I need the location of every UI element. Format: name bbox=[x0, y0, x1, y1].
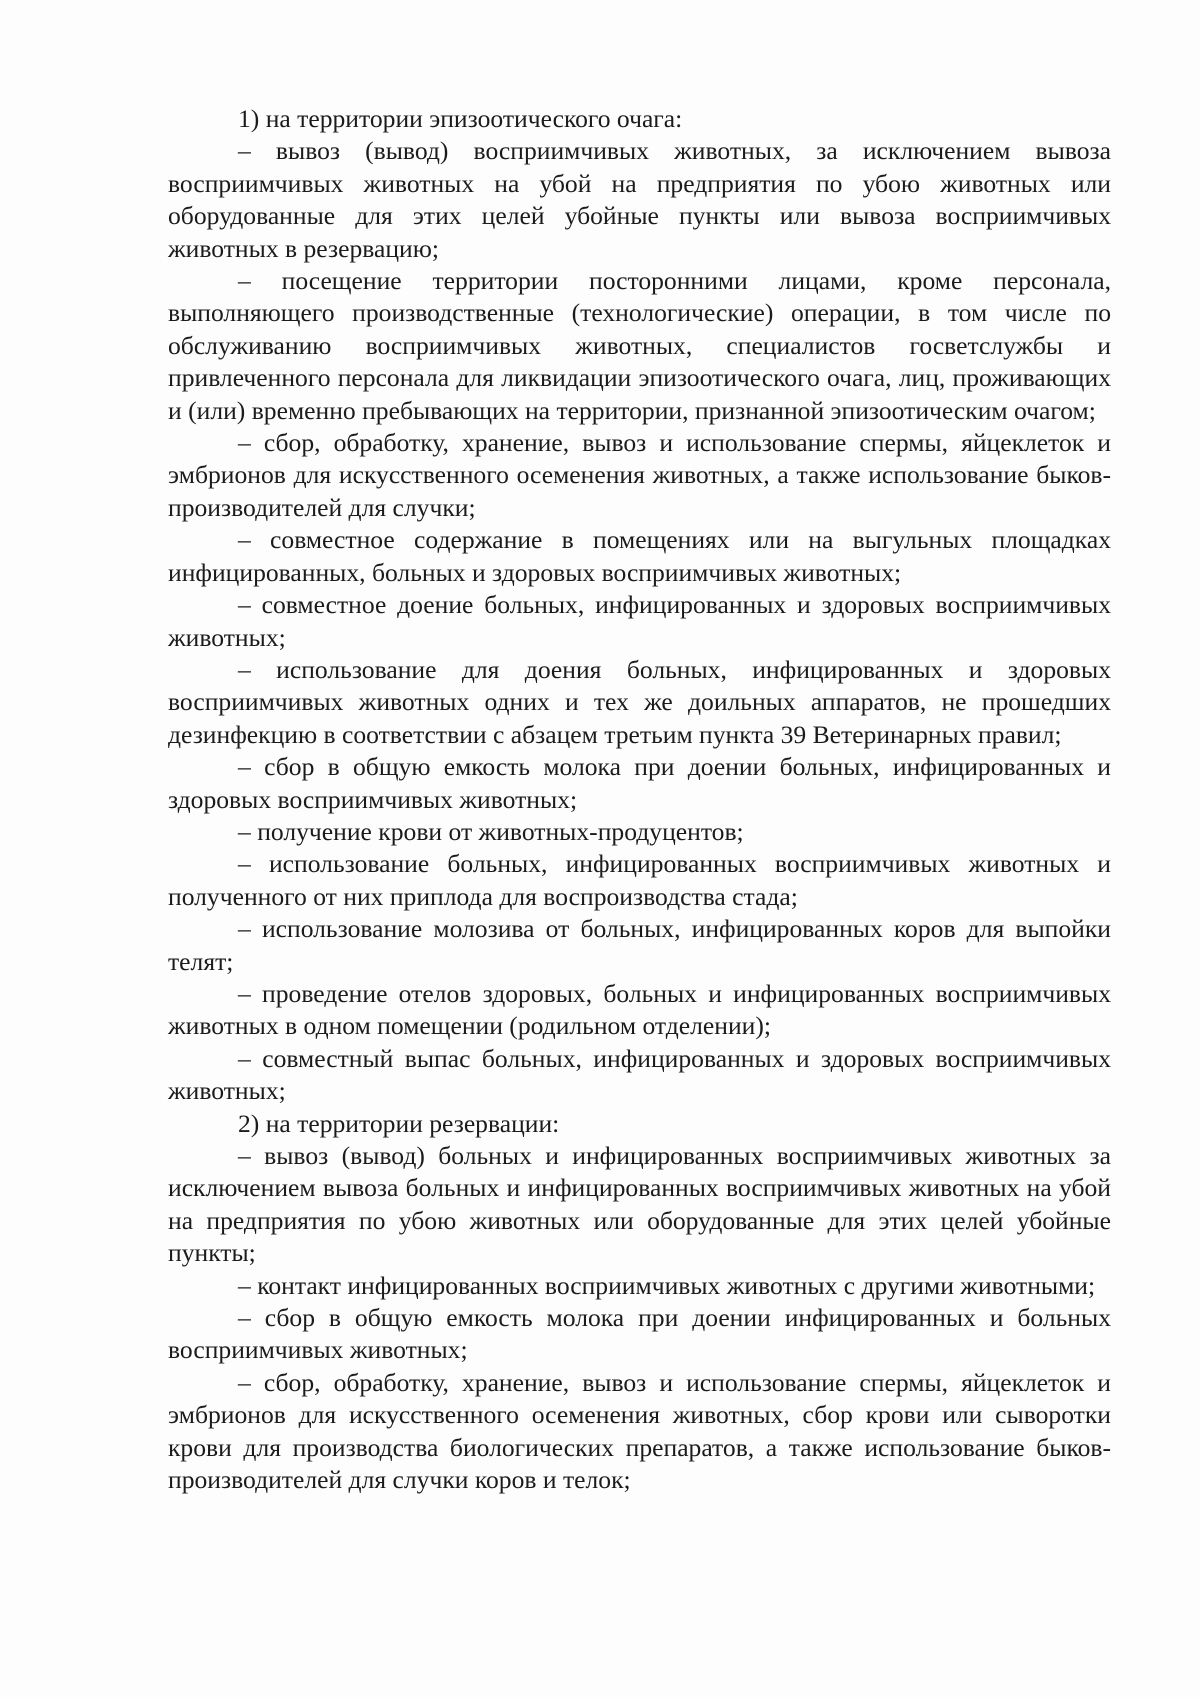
paragraph-item-13: – совместный выпас больных, инфицированных и здоровых восприимчивых животных; bbox=[168, 1043, 1111, 1106]
paragraph-item-9: – получение крови от животных-продуцентов; bbox=[238, 816, 744, 846]
paragraph-item-12: – проведение отелов здоровых, больных и инфицированных восприимчивых животных в одном помещении (родильном отделении); bbox=[168, 978, 1111, 1041]
paragraph-item-7: – использование для доения больных, инфицированных и здоровых восприимчивых животных одних и тех же доильных аппаратов, не прошедших дезинфекцию в соответствии с абзацем третьим пункта 39 Ветеринарных правил; bbox=[168, 654, 1111, 749]
paragraph-item-16: – контакт инфицированных восприимчивых животных с другими животными; bbox=[238, 1270, 1096, 1300]
paragraph-item-1: 1) на территории эпизоотического очага: bbox=[238, 104, 683, 133]
paragraph-item-11: – использование молозива от больных, инфицированных коров для выпойки телят; bbox=[168, 914, 1111, 976]
paragraph-item-18: – сбор, обработку, хранение, вывоз и использование спермы, яйцеклеток и эмбрионов для искусственного осеменения животных, сбор крови или сыворотки крови для производства биологических препаратов, а также использование быков-производителей для случки коров и телок; bbox=[168, 1367, 1111, 1495]
paragraph-item-4: – сбор, обработку, хранение, вывоз и использование спермы, яйцеклеток и эмбрионов для искусственного осеменения животных, а также использование быков-производителей для случки; bbox=[168, 428, 1111, 522]
paragraph-item-2: – вывоз (вывод) восприимчивых животных, за исключением вывоза восприимчивых животных на убой на предприятия по убою животных или оборудованные для этих целей убойные пункты или вывоза восприимчивых животных в резервацию; bbox=[168, 136, 1111, 263]
paragraph-item-3: – посещение территории посторонними лицами, кроме персонала, выполняющего производственные (технологические) операции, в том числе по обслуживанию восприимчивых животных, специалистов госветслужбы и привлеченного персонала для ликвидации эпизоотического очага, лиц, проживающих и (или) временно пребывающих на территории, признанной эпизоотическим очагом; bbox=[168, 266, 1111, 425]
paragraph-item-15: – вывоз (вывод) больных и инфицированных восприимчивых животных за исключением вывоза больных и инфицированных восприимчивых животных на убой на предприятия по убою животных или оборудованные для этих целей убойные пункты; bbox=[168, 1141, 1111, 1268]
paragraph-item-5: – совместное содержание в помещениях или на выгульных площадках инфицированных, больных и здоровых восприимчивых животных; bbox=[168, 525, 1111, 587]
paragraph-item-14: 2) на территории резервации: bbox=[238, 1108, 560, 1138]
paragraph-item-17: – сбор в общую емкость молока при доении инфицированных и больных восприимчивых животных; bbox=[168, 1303, 1111, 1365]
document-body bbox=[168, 103, 1111, 1496]
paragraph-item-10: – использование больных, инфицированных восприимчивых животных и полученного от них приплода для воспроизводства стада; bbox=[168, 849, 1111, 911]
paragraph-item-6: – совместное доение больных, инфицированных и здоровых восприимчивых животных; bbox=[168, 590, 1111, 652]
paragraph-item-8: – сбор в общую емкость молока при доении больных, инфицированных и здоровых восприимчивых животных; bbox=[168, 752, 1111, 814]
